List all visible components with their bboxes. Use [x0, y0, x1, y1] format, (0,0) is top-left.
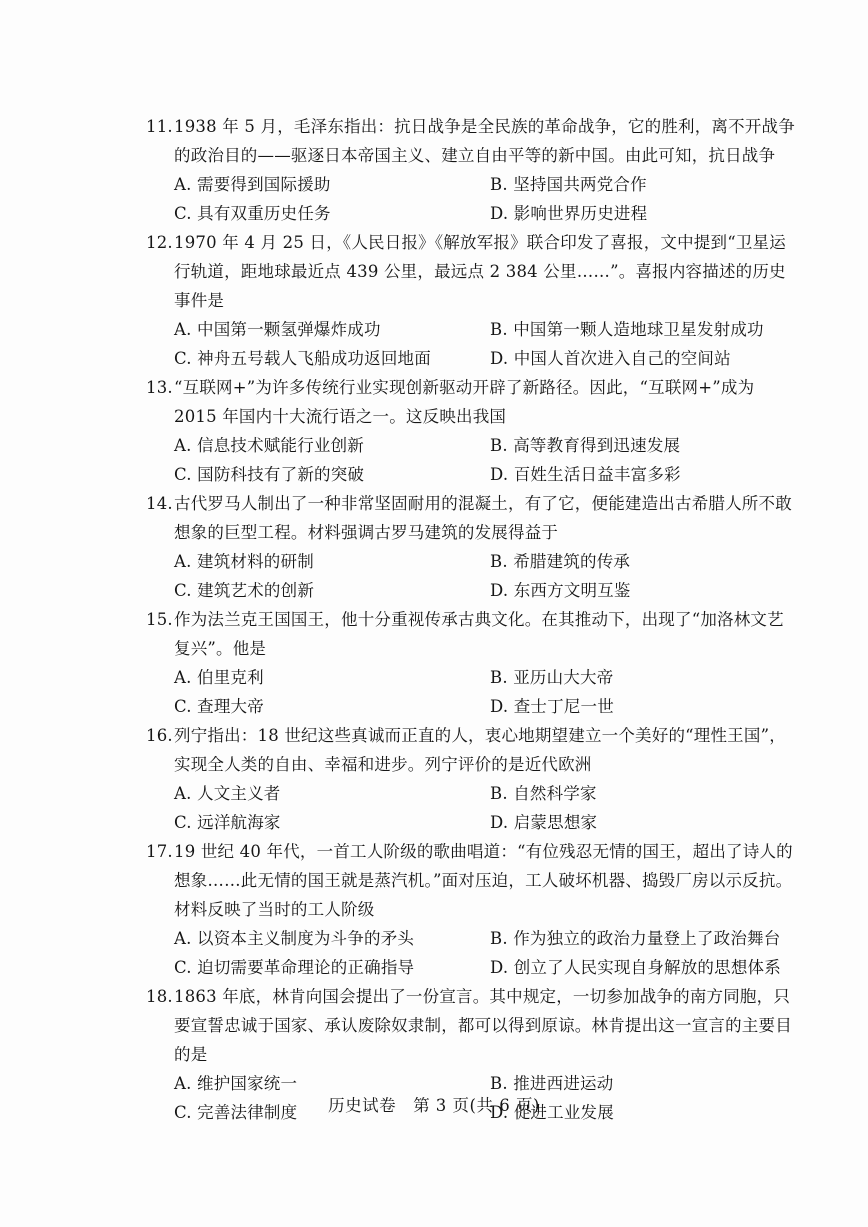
question-number: 14. [146, 494, 173, 513]
option-a: A. 人文主义者 [174, 784, 281, 803]
option-b: B. 高等教育得到迅速发展 [490, 436, 681, 455]
option-list [146, 779, 796, 837]
question-number: 16. [146, 726, 173, 745]
question-number: 18. [146, 987, 173, 1006]
option-b: B. 中国第一颗人造地球卫星发射成功 [490, 320, 764, 339]
option-c: C. 查理大帝 [174, 697, 264, 716]
option-c: C. 远洋航海家 [174, 813, 281, 832]
question-text: 古代罗马人制出了一种非常坚固耐用的混凝土，有了它，便能建造出古希腊人所不敢想象的巨型工程。材料强调古罗马建筑的发展得益于 [174, 494, 792, 542]
question-number: 15. [146, 610, 173, 629]
option-c: C. 迫切需要革命理论的正确指导 [174, 958, 415, 977]
question-16 [146, 721, 796, 837]
option-list [146, 431, 796, 489]
option-b: B. 自然科学家 [490, 784, 597, 803]
option-c: C. 国防科技有了新的突破 [174, 465, 365, 484]
option-b: B. 作为独立的政治力量登上了政治舞台 [490, 929, 781, 948]
option-d: D. 影响世界历史进程 [490, 204, 648, 223]
option-d: D. 创立了人民实现自身解放的思想体系 [490, 958, 781, 977]
question-stem [146, 228, 796, 315]
question-17 [146, 837, 796, 982]
question-14 [146, 489, 796, 605]
question-number: 13. [146, 378, 173, 397]
question-stem [146, 112, 796, 170]
question-list [146, 112, 796, 1127]
question-number: 12. [146, 233, 173, 252]
question-number: 11. [146, 117, 173, 136]
option-d: D. 百姓生活日益丰富多彩 [490, 465, 681, 484]
question-text: 作为法兰克王国国王，他十分重视传承古典文化。在其推动下，出现了“加洛林文艺复兴”。他是 [174, 610, 784, 658]
question-text: 1938 年 5 月，毛泽东指出：抗日战争是全民族的革命战争，它的胜利，离不开战争的政治目的——驱逐日本帝国主义、建立自由平等的新中国。由此可知，抗日战争 [174, 117, 795, 165]
option-list [146, 547, 796, 605]
option-c: C. 建筑艺术的创新 [174, 581, 315, 600]
question-text: 列宁指出：18 世纪这些真诚而正直的人，衷心地期望建立一个美好的“理性王国”，实现全人类的自由、幸福和进步。列宁评价的是近代欧洲 [174, 726, 786, 774]
option-list [146, 315, 796, 373]
question-stem [146, 489, 796, 547]
option-list [146, 924, 796, 982]
option-c: C. 具有双重历史任务 [174, 204, 331, 223]
option-b: B. 坚持国共两党合作 [490, 175, 647, 194]
option-a: A. 以资本主义制度为斗争的矛头 [174, 929, 415, 948]
option-a: A. 信息技术赋能行业创新 [174, 436, 365, 455]
question-13 [146, 373, 796, 489]
question-number: 17. [146, 842, 173, 861]
option-b: B. 希腊建筑的传承 [490, 552, 631, 571]
option-b: B. 推进西进运动 [490, 1074, 614, 1093]
option-d: D. 中国人首次进入自己的空间站 [490, 349, 731, 368]
option-a: A. 伯里克利 [174, 668, 264, 687]
question-12 [146, 228, 796, 373]
option-a: A. 维护国家统一 [174, 1074, 298, 1093]
option-c: C. 完善法律制度 [174, 1103, 298, 1122]
option-list [146, 170, 796, 228]
option-a: A. 需要得到国际援助 [174, 175, 331, 194]
option-d: D. 启蒙思想家 [490, 813, 598, 832]
option-d: D. 促进工业发展 [490, 1103, 614, 1122]
question-stem [146, 373, 796, 431]
question-stem [146, 605, 796, 663]
question-text: 1863 年底，林肯向国会提出了一份宣言。其中规定，一切参加战争的南方同胞，只要宣誓忠诚于国家、承认废除奴隶制，都可以得到原谅。林肯提出这一宣言的主要目的是 [174, 987, 792, 1064]
question-stem [146, 721, 796, 779]
question-text: 19 世纪 40 年代，一首工人阶级的歌曲唱道：“有位残忍无情的国王，超出了诗人的想象……此无情的国王就是蒸汽机。”面对压迫，工人破坏机器、捣毁厂房以示反抗。材料反映了当时的工人阶级 [174, 842, 793, 919]
page-footer: 历史试卷 第 3 页(共 6 页) [328, 1096, 540, 1115]
question-text: “互联网+”为许多传统行业实现创新驱动开辟了新路径。因此，“互联网+”成为 2015 年国内十大流行语之一。这反映出我国 [174, 378, 755, 426]
option-c: C. 神舟五号载人飞船成功返回地面 [174, 349, 431, 368]
question-text: 1970 年 4 月 25 日，《人民日报》《解放军报》联合印发了喜报，文中提到“卫星运行轨道，距地球最近点 439 公里，最远点 2 384 公里……”。喜报内容描述的历史事件是 [174, 233, 786, 310]
question-stem [146, 982, 796, 1069]
option-b: B. 亚历山大大帝 [490, 668, 614, 687]
option-d: D. 东西方文明互鉴 [490, 581, 631, 600]
question-stem [146, 837, 796, 924]
option-a: A. 建筑材料的研制 [174, 552, 314, 571]
question-15 [146, 605, 796, 721]
option-list [146, 663, 796, 721]
option-a: A. 中国第一颗氢弹爆炸成功 [174, 320, 381, 339]
question-11 [146, 112, 796, 228]
option-d: D. 查士丁尼一世 [490, 697, 614, 716]
